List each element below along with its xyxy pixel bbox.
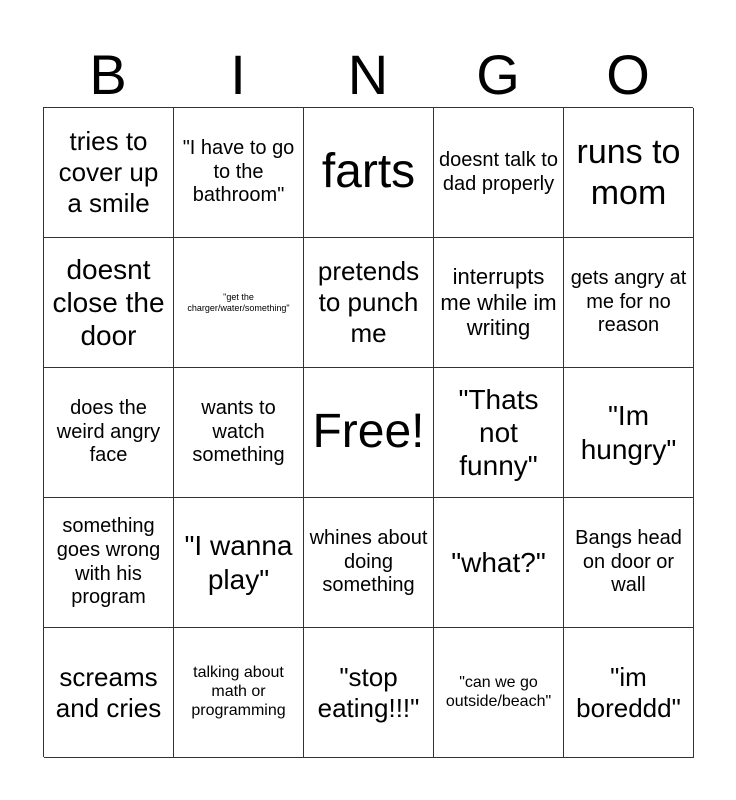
cell-text: "I wanna play" — [184, 530, 293, 595]
bingo-cell[interactable] — [44, 628, 174, 758]
cell-text: farts — [321, 145, 416, 199]
bingo-cell[interactable] — [44, 498, 174, 628]
bingo-cell[interactable] — [174, 368, 304, 498]
bingo-cell[interactable] — [174, 238, 304, 368]
bingo-cell[interactable] — [434, 628, 564, 758]
header-letter-n: N — [347, 43, 389, 106]
cell-text: doesnt talk to dad properly — [439, 148, 558, 195]
cell-text: runs to mom — [576, 133, 681, 212]
bingo-cell[interactable] — [304, 238, 434, 368]
cell-text: "can we go outside/beach" — [445, 673, 552, 710]
bingo-cell[interactable] — [434, 368, 564, 498]
header-letter-g: G — [476, 43, 520, 106]
cell-text: "Im hungry" — [580, 400, 677, 465]
bingo-cell[interactable] — [304, 628, 434, 758]
cell-text: interrupts me while im writing — [440, 263, 557, 341]
bingo-cell[interactable] — [564, 628, 694, 758]
bingo-cell[interactable] — [564, 108, 694, 238]
bingo-cell[interactable] — [174, 108, 304, 238]
bingo-cell[interactable] — [44, 368, 174, 498]
free-space-cell[interactable] — [304, 368, 434, 498]
cell-text: screams and cries — [55, 661, 162, 723]
cell-text: does the weird angry face — [56, 397, 161, 467]
cell-text: gets angry at me for no reason — [570, 267, 687, 337]
cell-text: wants to watch something — [192, 397, 285, 467]
bingo-cell[interactable] — [174, 628, 304, 758]
bingo-cell[interactable] — [174, 498, 304, 628]
header-letter-i: I — [230, 43, 246, 106]
cell-text: pretends to punch me — [317, 256, 420, 348]
bingo-cell[interactable] — [434, 498, 564, 628]
header-letter-b: B — [89, 43, 127, 106]
bingo-cell[interactable] — [304, 108, 434, 238]
cell-text: something goes wrong with his program — [56, 515, 161, 609]
cell-text: Bangs head on door or wall — [575, 527, 682, 597]
bingo-cell[interactable] — [564, 498, 694, 628]
bingo-cell[interactable] — [434, 108, 564, 238]
bingo-cell[interactable] — [304, 498, 434, 628]
cell-text: doesnt close the door — [52, 253, 165, 352]
cell-text: "Thats not funny" — [458, 383, 539, 482]
cell-text: talking about math or programming — [191, 664, 286, 719]
bingo-header — [43, 44, 693, 106]
cell-text: "stop eating!!!" — [317, 661, 420, 723]
bingo-cell[interactable] — [44, 238, 174, 368]
cell-text: whines about doing something — [309, 527, 428, 597]
bingo-cell[interactable] — [44, 108, 174, 238]
cell-text: "I have to go to the bathroom" — [182, 137, 295, 207]
bingo-grid — [43, 107, 693, 757]
bingo-cell[interactable] — [434, 238, 564, 368]
bingo-cell[interactable] — [564, 238, 694, 368]
cell-text: "im boreddd" — [576, 661, 681, 723]
cell-text: Free! — [312, 405, 425, 459]
cell-text: tries to cover up a smile — [58, 126, 159, 218]
cell-text: "what?" — [451, 546, 546, 578]
cell-text: "get the charger/water/something" — [187, 291, 290, 313]
header-letter-o: O — [606, 43, 650, 106]
bingo-cell[interactable] — [564, 368, 694, 498]
